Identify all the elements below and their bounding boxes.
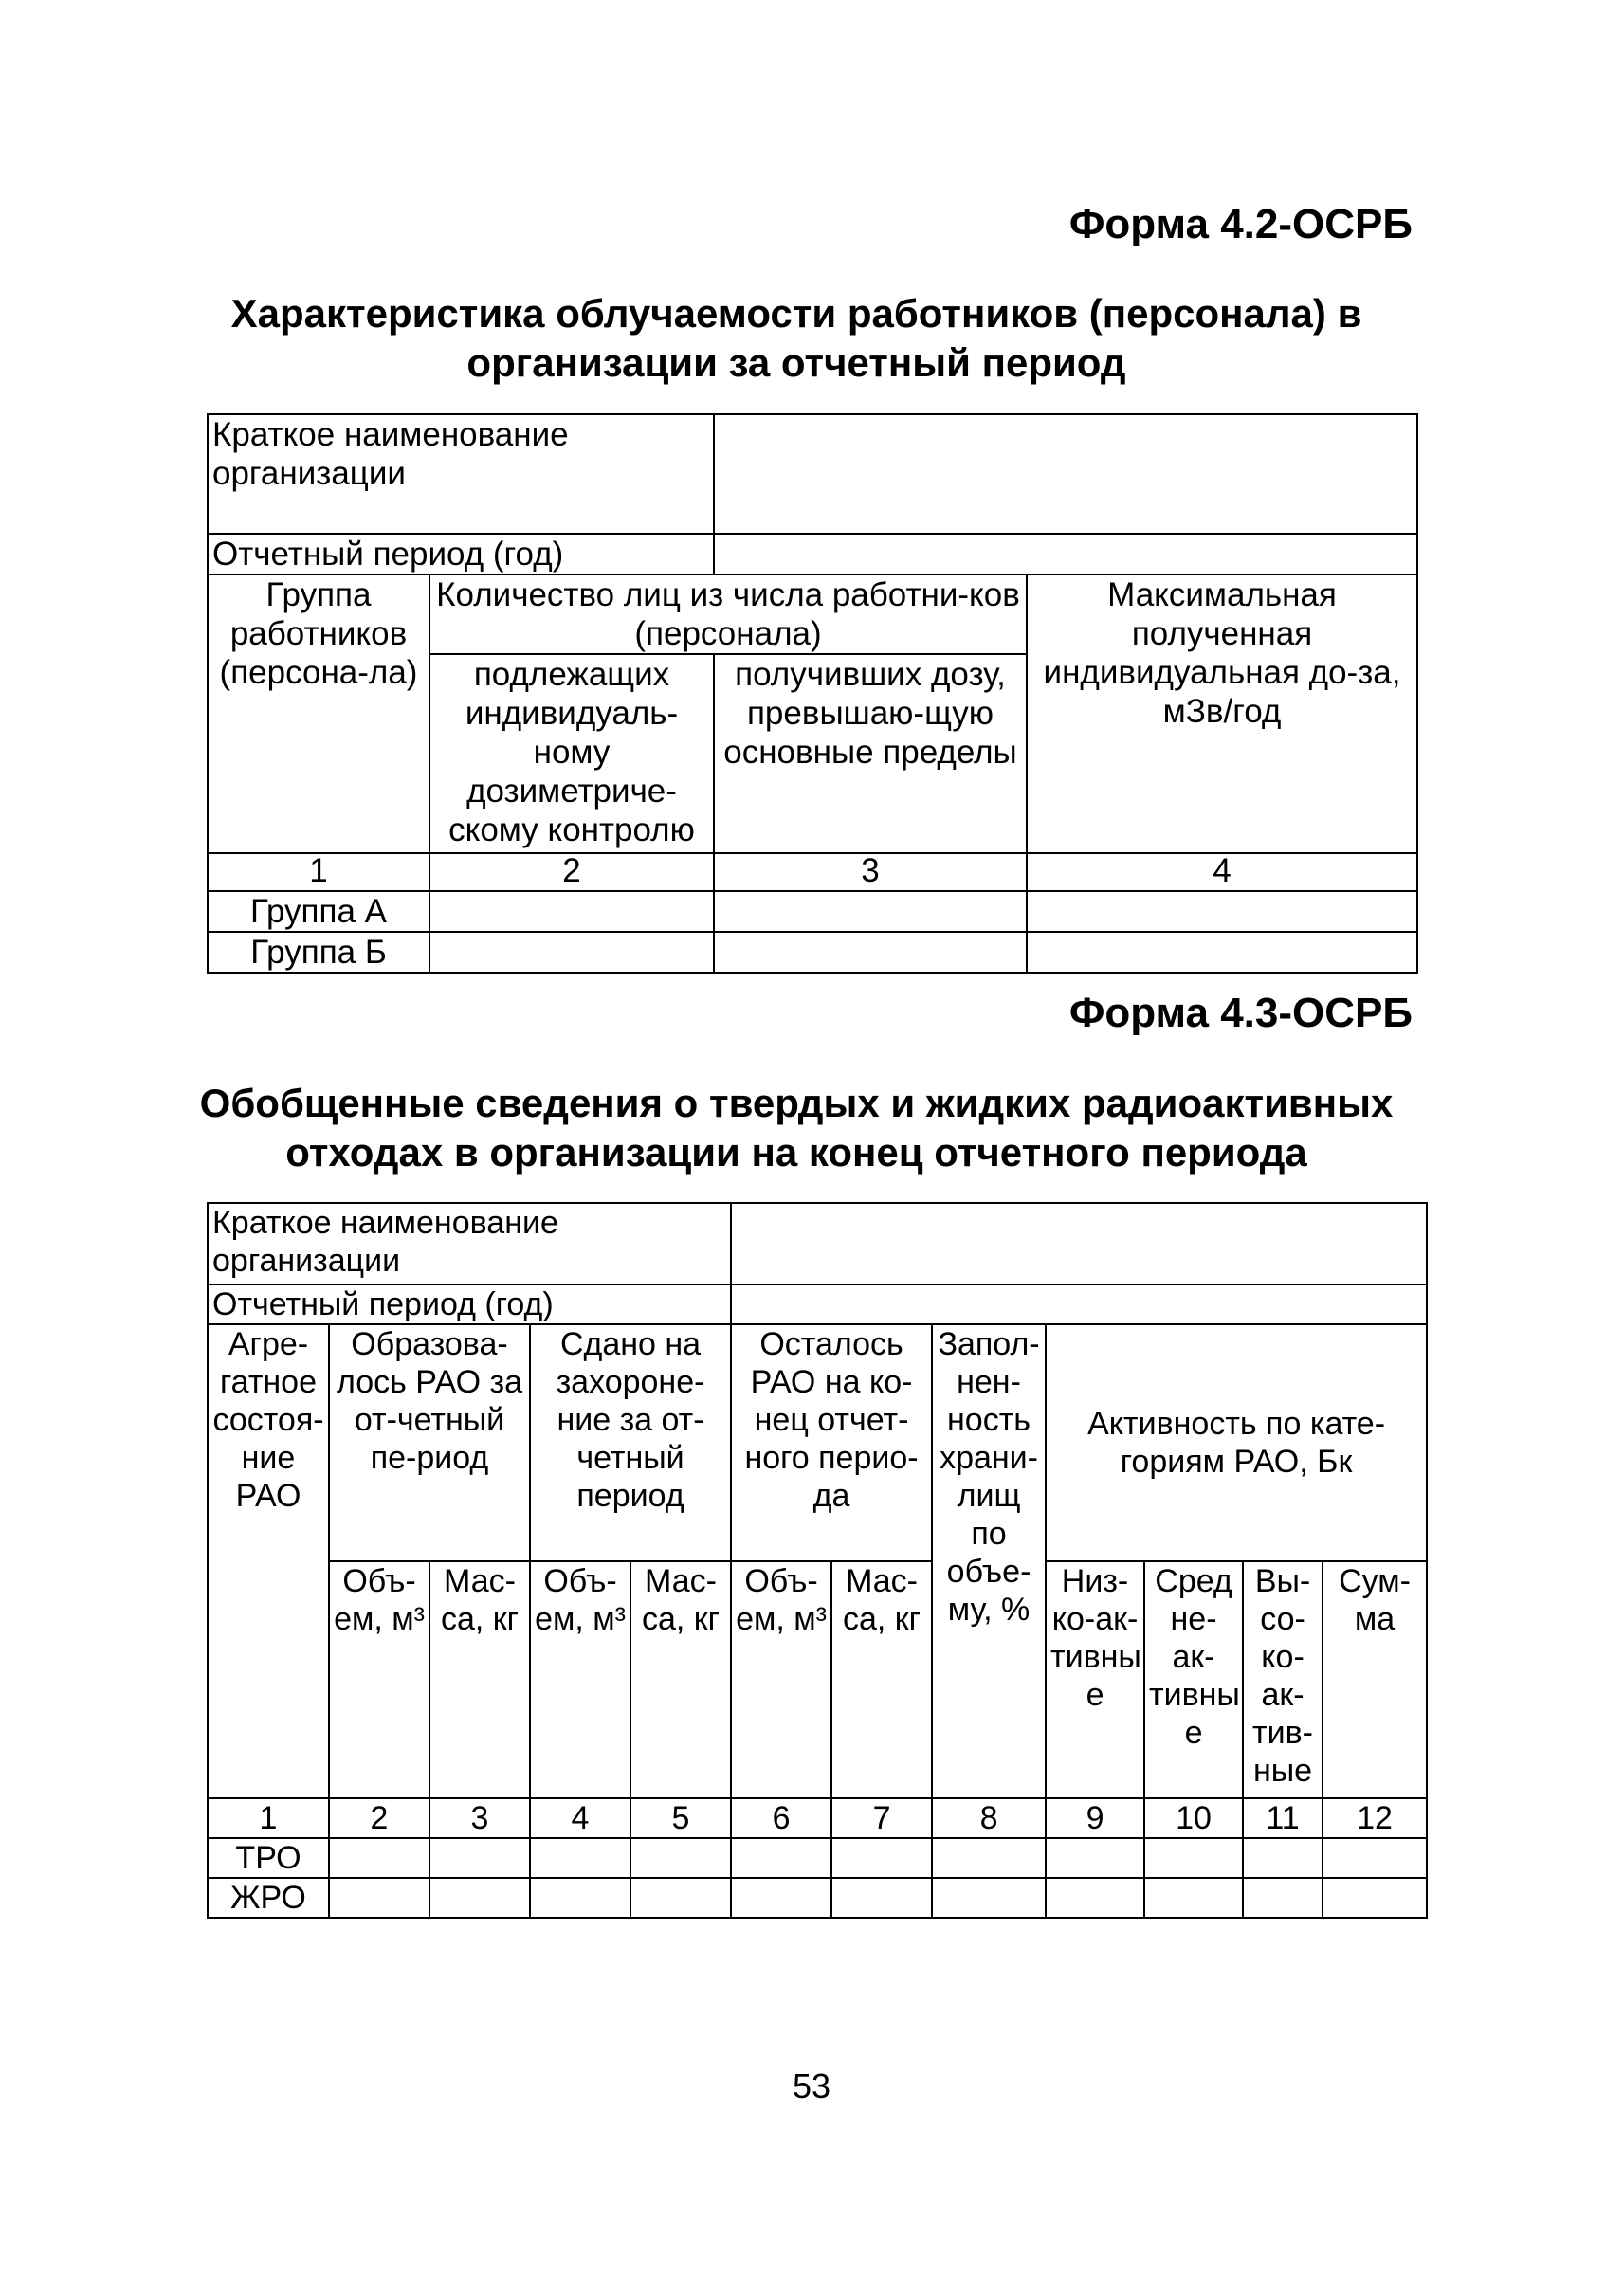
header-volume: Объ-ем, м³: [329, 1561, 429, 1798]
form-4-3-label: Форма 4.3-ОСРБ: [1068, 990, 1413, 1036]
org-name-value: [714, 414, 1417, 534]
table-cell: [1144, 1838, 1243, 1878]
org-name-value: [731, 1203, 1427, 1284]
table-cell: [831, 1878, 932, 1918]
header-max-dose: Максимальная полученная индивидуальная до-за, мЗв/год: [1027, 574, 1417, 853]
column-number: 6: [731, 1798, 831, 1838]
column-number: 12: [1323, 1798, 1427, 1838]
form-4-3-title: [171, 1079, 1422, 1177]
header-activity-by-category: Активность по кате-гориям РАО, Бк: [1046, 1324, 1427, 1561]
page-number: 53: [792, 2067, 831, 2105]
row-label-liquid-rao: ЖРО: [208, 1878, 329, 1918]
header-formed-rao: Образова-лось РАО за от-четный пе-риод: [329, 1324, 530, 1561]
column-number: 10: [1144, 1798, 1243, 1838]
header-sum: Сум-ма: [1323, 1561, 1427, 1798]
form-4-3-table: [207, 1202, 1428, 1919]
column-number: 4: [1027, 853, 1417, 891]
form-4-2-title-line-1: Характеристика облучаемости работников (персонала) в: [230, 291, 1362, 336]
table-cell: [1243, 1838, 1323, 1878]
table-cell: [714, 891, 1027, 932]
table-cell: [932, 1838, 1046, 1878]
table-cell: [731, 1838, 831, 1878]
reporting-period-value: [731, 1284, 1427, 1324]
form-4-2-label: Форма 4.2-ОСРБ: [1068, 201, 1413, 247]
table-cell: [630, 1838, 731, 1878]
header-exceeded-limits: получивших дозу, превышаю-щую основные пределы: [714, 654, 1027, 853]
table-cell: [1046, 1838, 1144, 1878]
column-number: 8: [932, 1798, 1046, 1838]
column-number: 2: [429, 853, 714, 891]
header-storage-fill: Запол-нен-ность храни-лищ по объе-му, %: [932, 1324, 1046, 1798]
table-cell: [630, 1878, 731, 1918]
table-cell: [329, 1838, 429, 1878]
table-cell: [1243, 1878, 1323, 1918]
header-subject-to-control: подлежащих индивидуаль-ному дозиметриче-скому контролю: [429, 654, 714, 853]
header-worker-group: Группа работников (персона-ла): [208, 574, 429, 853]
table-cell: [1027, 932, 1417, 973]
table-cell: [530, 1878, 630, 1918]
column-number: 5: [630, 1798, 731, 1838]
column-number: 7: [831, 1798, 932, 1838]
table-cell: [1323, 1838, 1427, 1878]
column-number: 11: [1243, 1798, 1323, 1838]
header-mass: Мас-са, кг: [630, 1561, 731, 1798]
column-number: 9: [1046, 1798, 1144, 1838]
header-volume: Объ-ем, м³: [731, 1561, 831, 1798]
table-cell: [429, 1838, 530, 1878]
header-volume: Объ-ем, м³: [530, 1561, 630, 1798]
table-cell: [429, 1878, 530, 1918]
column-number: 1: [208, 1798, 329, 1838]
table-cell: [1027, 891, 1417, 932]
table-cell: [731, 1878, 831, 1918]
header-mass: Мас-са, кг: [831, 1561, 932, 1798]
header-mass: Мас-са, кг: [429, 1561, 530, 1798]
table-cell: [329, 1878, 429, 1918]
header-medium-active: Сред не-ак-тивны е: [1144, 1561, 1243, 1798]
column-number: 3: [429, 1798, 530, 1838]
org-name-label: Краткое наименование организации: [208, 414, 714, 534]
row-label-group-b: Группа Б: [208, 932, 429, 973]
form-4-2-table: [207, 413, 1418, 974]
table-cell: [714, 932, 1027, 973]
table-cell: [932, 1878, 1046, 1918]
row-label-group-a: Группа А: [208, 891, 429, 932]
column-number: 4: [530, 1798, 630, 1838]
table-cell: [1323, 1878, 1427, 1918]
reporting-period-label: Отчетный период (год): [208, 534, 714, 574]
row-label-solid-rao: ТРО: [208, 1838, 329, 1878]
table-cell: [831, 1838, 932, 1878]
reporting-period-value: [714, 534, 1417, 574]
form-4-2-title-line-2: организации за отчетный период: [466, 340, 1126, 385]
form-4-2-title: [171, 289, 1422, 388]
table-cell: [530, 1838, 630, 1878]
column-number: 2: [329, 1798, 429, 1838]
header-low-active: Низ-ко-ак-тивны е: [1046, 1561, 1144, 1798]
table-cell: [429, 891, 714, 932]
reporting-period-label: Отчетный период (год): [208, 1284, 731, 1324]
header-person-count: Количество лиц из числа работни-ков (персонала): [429, 574, 1027, 654]
table-cell: [1046, 1878, 1144, 1918]
column-number: 1: [208, 853, 429, 891]
form-4-3-title-line-2: отходах в организации на конец отчетного периода: [285, 1130, 1307, 1175]
header-buried-rao: Сдано на захороне-ние за от-четный период: [530, 1324, 731, 1561]
header-aggregate-state: Агре-гатное состоя-ние РАО: [208, 1324, 329, 1798]
header-remaining-rao: Осталось РАО на ко-нец отчет-ного перио-да: [731, 1324, 932, 1561]
header-high-active: Вы-со-ко-ак-тив-ные: [1243, 1561, 1323, 1798]
org-name-label: Краткое наименование организации: [208, 1203, 731, 1284]
form-4-3-title-line-1: Обобщенные сведения о твердых и жидких радиоактивных: [199, 1081, 1394, 1125]
table-cell: [1144, 1878, 1243, 1918]
column-number: 3: [714, 853, 1027, 891]
table-cell: [429, 932, 714, 973]
